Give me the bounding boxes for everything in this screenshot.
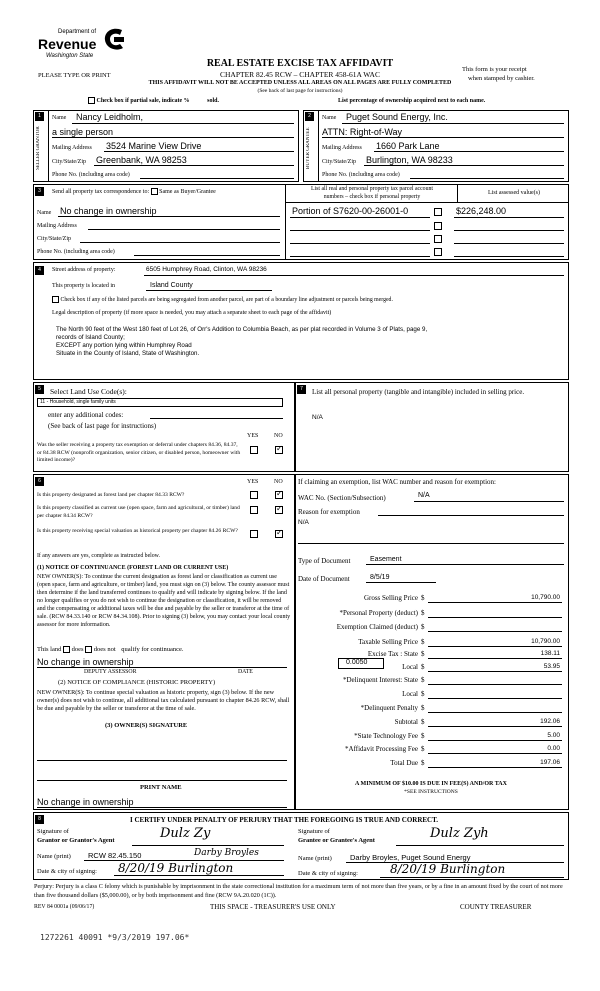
same-as-buyer-checkbox[interactable] — [151, 188, 158, 195]
forest-yes-header: YES — [247, 479, 259, 485]
calc-row-label: Subtotal — [394, 718, 418, 726]
personal-property-value[interactable]: N/A — [312, 414, 323, 421]
notice2-title: (2) NOTICE OF COMPLIANCE (HISTORIC PROPERTY) — [58, 679, 216, 686]
land-use-see-back: (See back of last page for instructions) — [48, 422, 157, 430]
street-label: Street address of property: — [52, 267, 116, 273]
calc-row-dollar: $ — [421, 663, 425, 671]
sold-label: sold. — [207, 97, 220, 104]
doc-type-label: Type of Document — [298, 557, 351, 565]
forest-q2-yes[interactable] — [250, 506, 258, 514]
does-label: does — [71, 646, 84, 653]
reason-label: Reason for exemption — [298, 508, 360, 516]
parcel-list-header1: List all real and personal property tax parcel account — [310, 186, 433, 192]
dept-line2: Revenue — [38, 36, 97, 52]
wac-label: WAC No. (Section/Subsection) — [298, 494, 386, 502]
grantor-sig-label1: Signature of — [37, 828, 69, 835]
dept-line3: Washington State — [46, 53, 94, 59]
forest-q1-yes[interactable] — [250, 491, 258, 499]
calc-row-label: *Affidavit Processing Fee — [345, 745, 418, 753]
forest-q2-no[interactable] — [275, 506, 283, 514]
grantee-agent-label: Grantee or Grantee's Agent — [298, 837, 375, 844]
grantor-signature2[interactable]: Darby Broyles — [194, 848, 259, 858]
forest-q3-yes[interactable] — [250, 530, 258, 538]
county-treasurer: COUNTY TREASURER — [460, 903, 532, 911]
land-use-code: 11 - Household, single family units — [40, 399, 116, 405]
grantee-name[interactable]: Darby Broyles, Puget Sound Energy — [350, 853, 471, 862]
section-6-number: 6 — [35, 477, 44, 486]
calc-row-label: Local — [402, 663, 418, 671]
form-title: REAL ESTATE EXCISE TAX AFFIDAVIT — [206, 58, 394, 69]
calc-row-label: Local — [402, 690, 418, 698]
calc-row-label: Gross Selling Price — [363, 594, 418, 602]
segregated-row — [52, 296, 393, 303]
does-checkbox[interactable] — [63, 646, 70, 653]
buyer-name-label: Name — [322, 115, 337, 121]
grantor-date[interactable]: 8/20/19 Burlington — [118, 861, 234, 875]
exemption-no-checkbox[interactable] — [275, 446, 283, 454]
section-3-number: 3 — [35, 187, 44, 196]
same-as-label: Same as Buyer/Grantee — [159, 188, 216, 195]
seller-city-label: City/State/Zip — [52, 159, 86, 165]
minimum-due-1: A MINIMUM OF $10.00 IS DUE IN FEE(S) AND/OR TAX — [355, 781, 507, 787]
buyer-name[interactable]: Puget Sound Energy, Inc. — [346, 112, 448, 122]
seller-side-label: SELLER GRANTOR — [36, 126, 41, 170]
parcel-list-header2: numbers – check box if personal property — [323, 194, 421, 200]
calc-row-value[interactable]: 53.95 — [543, 663, 560, 670]
see-back-header: (See back of last page for instructions) — [257, 88, 343, 94]
land-use-select-label: Select Land Use Code(s): — [50, 387, 127, 396]
dor-logo — [38, 26, 138, 68]
buyer-phone-label: Phone No. (including area code) — [322, 172, 400, 178]
land-use-yes-header: YES — [247, 433, 259, 439]
partial-sale-checkbox[interactable] — [88, 97, 95, 104]
section-5-number: 5 — [35, 385, 44, 394]
forest-q2: Is this property classified as current use (open space, farm and agricultural, or timber) land per chapter 84.34 RCW? — [37, 505, 240, 519]
seller-mail[interactable]: 3524 Marine View Drive — [106, 141, 202, 151]
notice2-text: NEW OWNER(S): To continue special valuation as historic property, sign (3) below. If the new owner(s) does not wish to continue, all additional tax calculated pursuant to chapter 84.26 RCW, shall be due and payable by the seller or transferor at the time of sale. — [37, 689, 290, 712]
local-rate: 0.0050 — [346, 659, 368, 666]
parcel-personal-checkbox-2[interactable] — [434, 222, 442, 230]
calc-row-value[interactable]: 10,790.00 — [531, 638, 560, 645]
doc-type-value[interactable]: Easement — [370, 556, 402, 563]
print-name-label: PRINT NAME — [140, 784, 182, 791]
parcel-personal-checkbox-1[interactable] — [434, 208, 442, 216]
legal-line3: EXCEPT any portion lying within Humphrey Road — [56, 342, 192, 349]
rev-number: REV 84 0001a (09/06/17) — [34, 904, 95, 910]
buyer-mail-label: Mailing Address — [322, 145, 362, 151]
exemption-yes-checkbox[interactable] — [250, 446, 258, 454]
section-7-number: 7 — [297, 385, 306, 394]
treasurer-space: THIS SPACE - TREASURER'S USE ONLY — [210, 903, 336, 911]
corr-name-label: Name — [37, 210, 52, 216]
doc-date-value[interactable]: 8/5/19 — [370, 574, 390, 581]
seller-name2[interactable]: a single person — [52, 127, 114, 137]
grantor-name[interactable]: RCW 82.45.150 — [88, 851, 142, 860]
assessor-value[interactable]: No change in ownership — [37, 657, 134, 667]
calc-row-label: *Delinquent Penalty — [360, 704, 418, 712]
legal-line1: The North 90 feet of the West 180 feet of Lot 26, of Orr's Addition to Columbia Beach, as per plat recorded in Volume 3 of Plats, page 9, — [56, 326, 428, 333]
assessed-value-header: List assessed value(s) — [488, 190, 540, 196]
calc-row-dollar: $ — [421, 623, 425, 631]
calc-row-value[interactable]: 10,790.00 — [531, 594, 560, 601]
section-8-number: 8 — [35, 815, 44, 824]
seller-phone-label: Phone No. (including area code) — [52, 172, 130, 178]
calc-row-label: Taxable Selling Price — [358, 638, 418, 646]
grantor-name-label: Name (print) — [37, 853, 71, 860]
minimum-due-2: *SEE INSTRUCTIONS — [404, 789, 458, 795]
street-value[interactable]: 6505 Humphrey Road, Clinton, WA 98236 — [146, 266, 267, 273]
parcel-personal-checkbox-3[interactable] — [434, 235, 442, 243]
please-type: PLEASE TYPE OR PRINT — [38, 72, 111, 79]
seller-mail-label: Mailing Address — [52, 145, 92, 151]
section-1-number: 1 — [35, 112, 44, 121]
perjury-text: Perjury: Perjury is a class C felony which is punishable by imprisonment in the state correctional institution for a maximum term of not more than five years, or by a fine in an amount fixed by the court of not more than five thousand dollars ($5,000.00), or by both imprisonment and fine (RCW 9A.20.020 (1C)). — [34, 883, 563, 899]
forest-q1: Is this property designated as forest land per chapter 84.33 RCW? — [37, 492, 185, 498]
legal-line4: Situate in the County of Island, State of Washington. — [56, 350, 200, 357]
calc-row-dollar: $ — [421, 676, 425, 684]
calc-row-dollar: $ — [421, 650, 425, 658]
section-4-number: 4 — [35, 266, 44, 275]
calc-row-value[interactable]: 192.06 — [540, 718, 560, 725]
calc-row-dollar: $ — [421, 732, 425, 740]
calc-row-label: *Personal Property (deduct) — [339, 609, 418, 617]
buyer-mail[interactable]: 1660 Park Lane — [376, 141, 440, 151]
doc-date-label: Date of Document — [298, 575, 350, 583]
forest-q3-no[interactable] — [275, 530, 283, 538]
calc-row-dollar: $ — [421, 638, 425, 646]
forest-if-yes: If any answers are yes, complete as instructed below. — [37, 553, 160, 559]
corr-mail-label: Mailing Address — [37, 223, 77, 229]
parcel-number[interactable]: Portion of S7620-00-26001-0 — [292, 206, 409, 216]
continuance-row — [37, 646, 184, 653]
county-value[interactable]: Island County — [150, 282, 193, 289]
grantee-sig-label1: Signature of — [298, 828, 330, 835]
notice1-title: (1) NOTICE OF CONTINUANCE (FOREST LAND OR CURRENT USE) — [37, 565, 229, 571]
calc-row-dollar: $ — [421, 718, 425, 726]
does-not-checkbox[interactable] — [85, 646, 92, 653]
notice1-text: NEW OWNER(S): To continue the current designation as forest land or classification as current use (open space, farm and agriculture, or timber) land, you must sign on (3) below. The county assessor must then determine if the land transferred continues to qualify and will indicate by signing below. If the land no longer qualifies or you do not wish to continue the designation or classification, it will be removed and the compensating or additional taxes will be due and payable by the seller or transferor at the time of sale. (RCW 84.33.140 or RCW 84.34.108). Prior to signing (3) below, you may contact your local county assessor for more information. — [37, 574, 291, 628]
buyer-city-label: City/State/Zip — [322, 159, 356, 165]
property-section — [33, 262, 569, 380]
calc-row-value[interactable]: 138.11 — [540, 650, 560, 657]
calc-row-dollar: $ — [421, 609, 425, 617]
segregated-checkbox[interactable] — [52, 296, 59, 303]
buyer-city[interactable]: Burlington, WA 98233 — [366, 155, 453, 165]
forest-q3: Is this property receiving special valuation as historical property per chapter 84.26 RCW? — [37, 528, 238, 534]
print-name-value[interactable]: No change in ownership — [37, 797, 134, 807]
does-not-label: does not — [93, 646, 116, 653]
corr-phone-label: Phone No. (including area code) — [37, 249, 115, 255]
dept-line1: Department of — [58, 29, 97, 35]
grantee-name-label: Name (print) — [298, 855, 332, 862]
form-warning: THIS AFFIDAVIT WILL NOT BE ACCEPTED UNLESS ALL AREAS ON ALL PAGES ARE FULLY COMPLETED — [148, 80, 452, 86]
section-2-number: 2 — [305, 112, 314, 121]
grantor-date-label: Date & city of signing: — [37, 868, 97, 875]
personal-property-label: List all personal property (tangible and intangible) included in selling price. — [312, 388, 525, 396]
calc-row-label: Excise Tax : State — [367, 650, 418, 658]
calc-row-dollar: $ — [421, 745, 425, 753]
calc-row-dollar: $ — [421, 690, 425, 698]
segregated-text: Check box if any of the listed parcels are being segregated from another parcel, are part of a boundary line adjustment or parcels being merged. — [60, 296, 393, 303]
corr-name[interactable]: No change in ownership — [60, 206, 157, 216]
corr-city-label: City/State/Zip — [37, 236, 71, 242]
partial-sale-label: Check box if partial sale, indicate % — [96, 97, 190, 104]
calc-row-dollar: $ — [421, 759, 425, 767]
assessed-value[interactable]: $226,248.00 — [456, 206, 507, 216]
forest-no-header: NO — [274, 479, 283, 485]
form-chapter: CHAPTER 82.45 RCW – CHAPTER 458-61A WAC — [220, 70, 380, 79]
exemption-question: Was the seller receiving a property tax exemption or deferral under chapters 84.36, 84.37, or 84.38 RCW (nonprofit organization, senior citizen, or disabled person, homeowner with limited income)? — [37, 442, 241, 463]
reason-value[interactable]: N/A — [298, 519, 309, 526]
forest-q1-no[interactable] — [275, 491, 283, 499]
exemption-claim-label: If claiming an exemption, list WAC number and reason for exemption: — [298, 478, 496, 486]
calc-row-label: *State Technology Fee — [354, 732, 418, 740]
seller-name-label: Name — [52, 115, 67, 121]
owner-sig-label: (3) OWNER(S) SIGNATURE — [105, 722, 188, 729]
legal-label: Legal description of property (if more space is needed, you may attach a separate sheet to each page of the affidavit) — [52, 310, 332, 316]
pct-list-label: List percentage of ownership acquired next to each name. — [338, 98, 486, 104]
grantee-date-label: Date & city of signing: — [298, 870, 358, 877]
calc-row-label: *Delinquent Interest: State — [342, 676, 418, 684]
buyer-name2[interactable]: ATTN: Right-of-Way — [322, 127, 403, 137]
dor-logo-icon — [102, 26, 126, 54]
correspondence-send-row — [52, 188, 216, 195]
calc-row-label: Exemption Claimed (deduct) — [336, 623, 418, 631]
buyer-side-label: BUYER GRANTEE — [306, 127, 311, 169]
deputy-assessor-label: DEPUTY ASSESSOR — [84, 669, 137, 675]
calc-row-value[interactable]: 197.06 — [540, 759, 560, 766]
receipt-note2: when stamped by cashier. — [468, 75, 535, 82]
grantor-signature[interactable]: Dulz Zy — [160, 826, 211, 841]
wac-value[interactable]: N/A — [418, 492, 430, 499]
located-label: This property is located in — [52, 283, 115, 289]
calc-row-dollar: $ — [421, 594, 425, 602]
qualify-label: qualify for continuance. — [121, 646, 184, 653]
calc-row-dollar: $ — [421, 704, 425, 712]
legal-line2: records of Island County; — [56, 334, 125, 341]
certify-text: I CERTIFY UNDER PENALTY OF PERJURY THAT THE FOREGOING IS TRUE AND CORRECT. — [130, 816, 439, 824]
grantor-agent-label: Grantor or Grantor's Agent — [37, 837, 115, 844]
calc-row-label: Total Due — [390, 759, 418, 767]
parcel-personal-checkbox-4[interactable] — [434, 248, 442, 256]
send-label: Send all property tax correspondence to: — [52, 188, 150, 195]
receipt-note1: This form is your receipt — [462, 66, 527, 73]
grantee-signature[interactable]: Dulz Zyh — [430, 826, 489, 841]
grantee-date[interactable]: 8/20/19 Burlington — [390, 862, 506, 876]
seller-name[interactable]: Nancy Leidholm, — [76, 112, 144, 122]
additional-codes-label: enter any additional codes: — [48, 411, 124, 419]
partial-sale-row — [88, 97, 219, 104]
land-use-no-header: NO — [274, 433, 283, 439]
calc-row-value[interactable]: 5.00 — [547, 732, 560, 739]
this-land-label: This land — [37, 646, 62, 653]
seller-city[interactable]: Greenbank, WA 98253 — [96, 155, 187, 165]
receipt-stamp: 1272261 40091 *9/3/2019 197.06* — [40, 933, 190, 942]
assessor-date-label: DATE — [238, 669, 253, 675]
calc-row-value[interactable]: 0.00 — [547, 745, 560, 752]
